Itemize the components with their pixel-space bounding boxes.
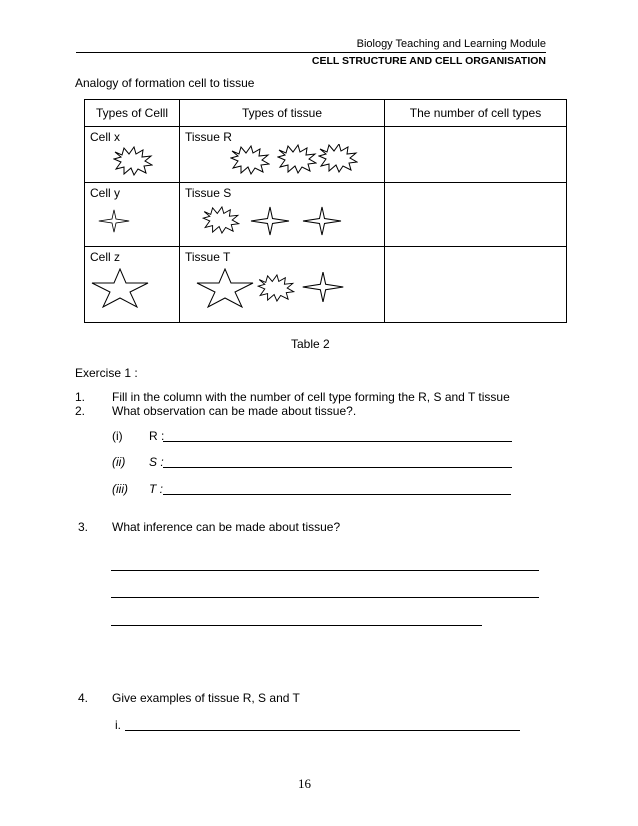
page-number: 16: [298, 776, 311, 791]
table-row: [85, 247, 567, 323]
tissue-s-label: Tissue S: [185, 186, 232, 200]
cell-x-label: Cell x: [90, 130, 121, 144]
cell-z-shape: [85, 264, 180, 316]
cell-y-cell: [85, 183, 180, 247]
jagged-burst-shape: [203, 207, 238, 233]
module-title: Biology Teaching and Learning Module: [356, 38, 546, 50]
header-cell-types: Types of Celll: [85, 100, 180, 127]
question-3-number: 3.: [78, 520, 89, 534]
chapter-title: CELL STRUCTURE AND CELL ORGANISATION: [311, 55, 546, 67]
answer-line-r[interactable]: [163, 441, 512, 442]
header-number-of-cell-types: The number of cell types: [385, 100, 567, 127]
number-cell-r[interactable]: [385, 127, 567, 183]
four-point-star-shape: [251, 207, 289, 235]
answer-line-q3-1[interactable]: [111, 570, 539, 571]
answer-line-t[interactable]: [163, 494, 511, 495]
question-3-text: What inference can be made about tissue?: [112, 520, 341, 534]
tissue-t-shapes: [180, 264, 385, 316]
tissue-s-shapes: [180, 200, 385, 240]
item-ii-number: (ii): [112, 455, 126, 469]
jagged-burst-shape: [231, 146, 269, 174]
tissue-r-cell: [180, 127, 385, 183]
header-rule: [76, 52, 546, 53]
jagged-burst-shape: [278, 145, 316, 173]
cell-x-cell: [85, 127, 180, 183]
cell-z-cell: [85, 247, 180, 323]
item-t-label: T :: [149, 482, 163, 496]
item-i-number: (i): [112, 429, 123, 443]
answer-line-q3-2[interactable]: [111, 597, 539, 598]
table-row: [85, 183, 567, 247]
four-point-star-shape: [303, 207, 341, 235]
tissue-r-shapes: [180, 144, 385, 178]
item-s-label: S :: [149, 455, 164, 469]
tissue-s-cell: [180, 183, 385, 247]
intro-text: Analogy of formation cell to tissue: [75, 76, 255, 90]
jagged-burst-shape: [114, 147, 152, 175]
item-iii-number: (iii): [112, 482, 128, 496]
table-caption: Table 2: [291, 337, 330, 351]
header-tissue-types: Types of tissue: [180, 100, 385, 127]
five-point-star-shape: [197, 269, 253, 307]
question-1-number: 1.: [75, 390, 86, 404]
five-point-star-shape: [92, 269, 148, 307]
table-row: [85, 127, 567, 183]
question-1-text: Fill in the column with the number of cell type forming the R, S and T tissue: [112, 390, 510, 404]
cell-x-shape: [85, 144, 180, 178]
analogy-table: [84, 99, 567, 323]
four-point-star-shape: [99, 210, 129, 232]
table-header-row: [85, 100, 567, 127]
number-cell-t[interactable]: [385, 247, 567, 323]
cell-z-label: Cell z: [90, 250, 121, 264]
q4-item-i-number: i.: [115, 718, 121, 732]
tissue-t-label: Tissue T: [185, 250, 231, 264]
jagged-burst-shape: [319, 144, 357, 172]
item-r-label: R :: [149, 429, 165, 443]
answer-line-q4-i[interactable]: [125, 730, 520, 731]
answer-line-s[interactable]: [163, 467, 512, 468]
question-4-number: 4.: [78, 691, 89, 705]
exercise-title: Exercise 1 :: [75, 366, 138, 380]
tissue-t-cell: [180, 247, 385, 323]
question-2-number: 2.: [75, 404, 86, 418]
tissue-r-label: Tissue R: [185, 130, 232, 144]
cell-y-shape: [85, 200, 180, 240]
question-4-text: Give examples of tissue R, S and T: [112, 691, 300, 705]
cell-y-label: Cell y: [90, 186, 121, 200]
question-2-text: What observation can be made about tissue?.: [112, 404, 357, 418]
four-point-star-shape: [303, 272, 344, 302]
number-cell-s[interactable]: [385, 183, 567, 247]
jagged-burst-shape: [258, 275, 293, 301]
answer-line-q3-3[interactable]: [111, 625, 482, 626]
